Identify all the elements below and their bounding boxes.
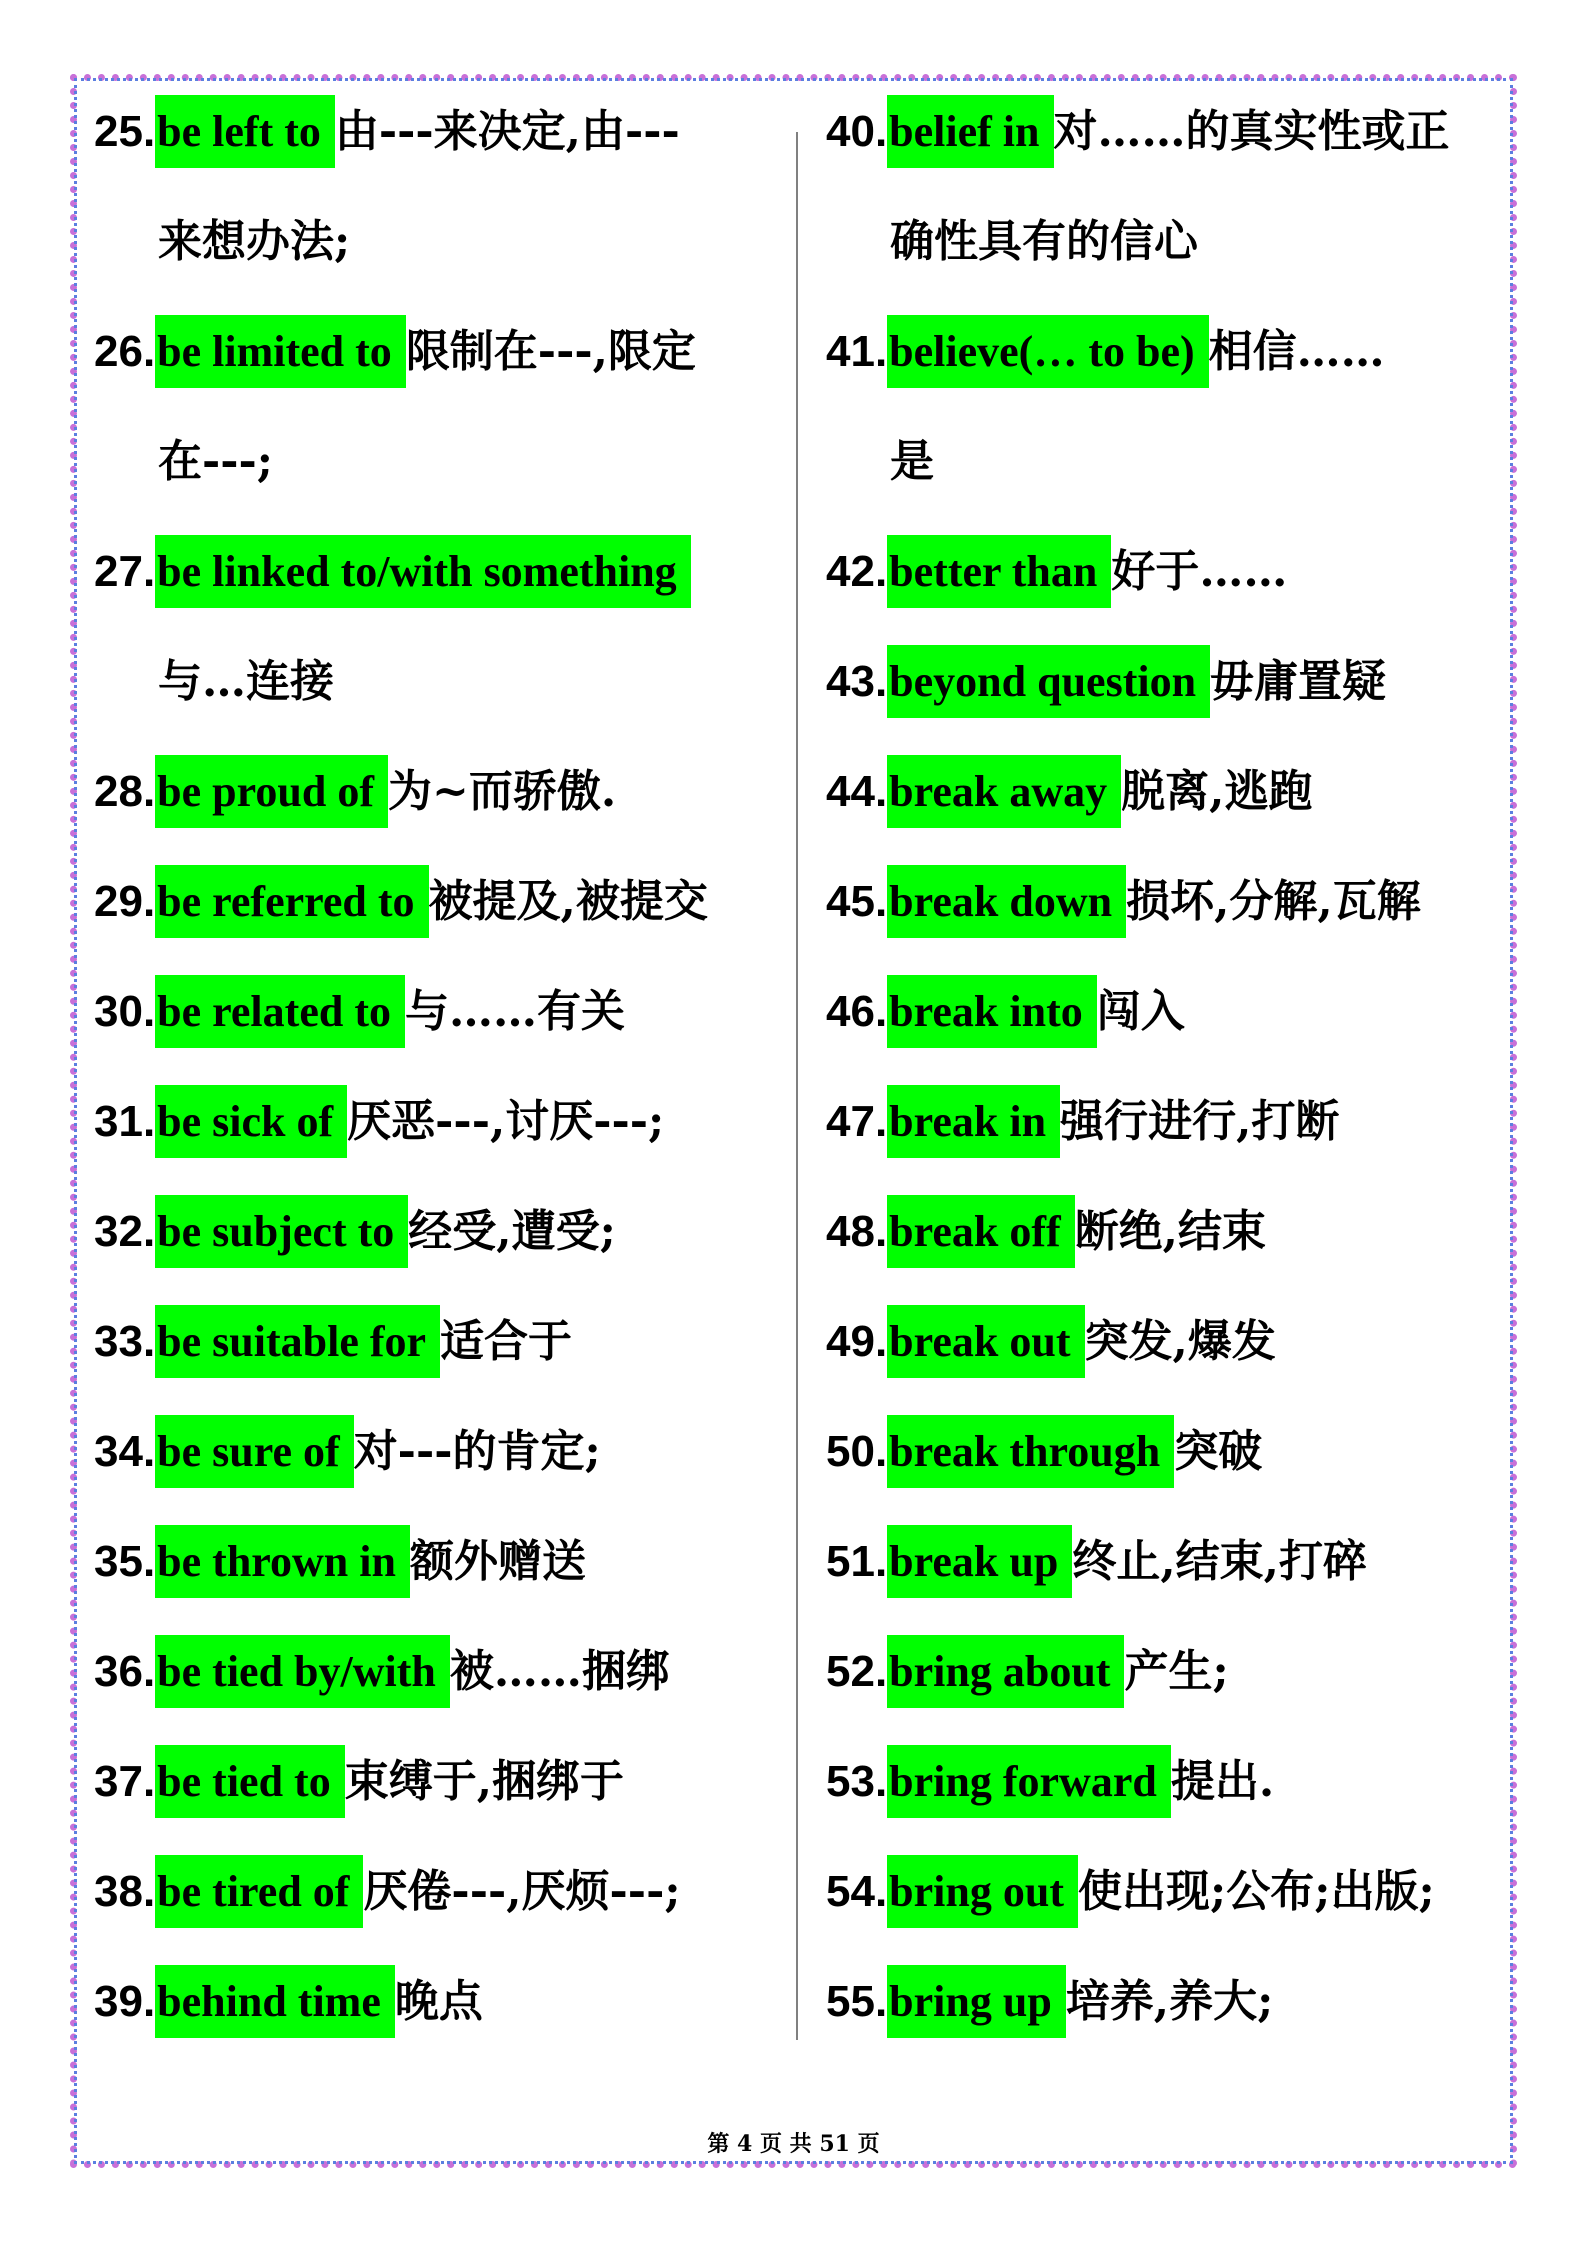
entry-term: be tied to bbox=[155, 1745, 345, 1818]
entry-term: break away bbox=[887, 755, 1121, 828]
entry-number: 37. bbox=[94, 1757, 156, 1806]
entry-meaning: 对---的肯定; bbox=[353, 1426, 601, 1477]
left-column bbox=[94, 92, 784, 2072]
entry-number: 45. bbox=[826, 877, 888, 926]
vocab-entry bbox=[826, 1192, 1506, 1302]
entry-meaning: 厌恶---,讨厌---; bbox=[347, 1096, 665, 1147]
entry-meaning: 终止,结束,打碎 bbox=[1072, 1536, 1367, 1587]
entry-number: 52. bbox=[826, 1647, 888, 1696]
entry-meaning: 束缚于,捆绑于 bbox=[344, 1756, 625, 1807]
entry-number: 46. bbox=[826, 987, 888, 1036]
entry-meaning: 对……的真实性或正 bbox=[1053, 106, 1450, 157]
vocab-entry bbox=[826, 532, 1506, 642]
entry-meaning: 为~而骄傲. bbox=[387, 766, 617, 817]
vocab-entry bbox=[94, 1852, 784, 1962]
entry-term: break up bbox=[887, 1525, 1072, 1598]
entry-number: 30. bbox=[94, 987, 156, 1036]
entry-term: break in bbox=[887, 1085, 1060, 1158]
entry-term: bring out bbox=[887, 1855, 1078, 1928]
entry-term: be related to bbox=[155, 975, 405, 1048]
entry-number: 51. bbox=[826, 1537, 888, 1586]
entry-term: be limited to bbox=[155, 315, 406, 388]
entry-term: bring up bbox=[887, 1965, 1066, 2038]
vocab-entry bbox=[94, 1522, 784, 1632]
entry-term: be sick of bbox=[155, 1085, 347, 1158]
entry-number: 32. bbox=[94, 1207, 156, 1256]
entry-meaning: 突发,爆发 bbox=[1084, 1316, 1276, 1367]
vocab-entry bbox=[94, 1082, 784, 1192]
entry-term: be subject to bbox=[155, 1195, 408, 1268]
vocab-entry bbox=[94, 1632, 784, 1742]
vocab-entry bbox=[94, 1742, 784, 1852]
entry-meaning: 断绝,结束 bbox=[1074, 1206, 1267, 1257]
entry-term: be sure of bbox=[155, 1415, 354, 1488]
entry-term: be tied by/with bbox=[155, 1635, 450, 1708]
entry-term: break through bbox=[887, 1415, 1174, 1488]
page-footer: 第 4 页 共 51 页 bbox=[707, 2131, 880, 2157]
vocab-entry bbox=[826, 92, 1506, 202]
entry-number: 44. bbox=[826, 767, 888, 816]
entry-number: 42. bbox=[826, 547, 888, 596]
vocab-entry bbox=[94, 532, 784, 642]
entry-number: 29. bbox=[94, 877, 156, 926]
entry-term: be linked to/with something bbox=[155, 535, 691, 608]
entry-meaning: 额外赠送 bbox=[409, 1536, 586, 1587]
entry-meaning: 被提及,被提交 bbox=[428, 876, 708, 927]
entry-meaning: 晚点 bbox=[394, 1976, 483, 2027]
entry-term: break out bbox=[887, 1305, 1084, 1378]
entry-number: 55. bbox=[826, 1977, 888, 2026]
entry-number: 47. bbox=[826, 1097, 888, 1146]
entry-number: 39. bbox=[94, 1977, 156, 2026]
entry-number: 38. bbox=[94, 1867, 156, 1916]
vocab-entry bbox=[94, 862, 784, 972]
entry-meaning: 毋庸置疑 bbox=[1210, 656, 1387, 707]
entry-meaning: 产生; bbox=[1124, 1646, 1229, 1697]
entry-meaning: 与……有关 bbox=[404, 986, 625, 1037]
entry-number: 50. bbox=[826, 1427, 888, 1476]
entry-number: 48. bbox=[826, 1207, 888, 1256]
vocab-entry bbox=[94, 972, 784, 1082]
vocab-entry bbox=[94, 92, 784, 202]
vocab-entry bbox=[94, 312, 784, 422]
vocab-entry bbox=[826, 1852, 1506, 1962]
right-column bbox=[826, 92, 1506, 2072]
entry-meaning: 经受,遭受; bbox=[408, 1206, 616, 1257]
vocab-entry bbox=[826, 1522, 1506, 1632]
entry-number: 33. bbox=[94, 1317, 156, 1366]
entry-meaning: 突破 bbox=[1174, 1426, 1263, 1477]
entry-meaning: 闯入 bbox=[1096, 986, 1185, 1037]
vocab-entry bbox=[826, 1412, 1506, 1522]
vocab-entry bbox=[94, 1192, 784, 1302]
entry-number: 34. bbox=[94, 1427, 156, 1476]
vocab-entry bbox=[826, 1082, 1506, 1192]
entry-term: be referred to bbox=[155, 865, 428, 938]
entry-term: be proud of bbox=[155, 755, 388, 828]
entry-term: believe(… to be) bbox=[887, 315, 1208, 388]
vocab-entry bbox=[826, 972, 1506, 1082]
entry-term: break off bbox=[887, 1195, 1075, 1268]
entry-term: be tired of bbox=[155, 1855, 363, 1928]
entry-term: behind time bbox=[155, 1965, 395, 2038]
entry-meaning: 相信…… bbox=[1208, 326, 1385, 377]
vocab-entry bbox=[826, 312, 1506, 422]
entry-meaning: 强行进行,打断 bbox=[1060, 1096, 1340, 1147]
column-divider bbox=[796, 132, 798, 2040]
vocab-entry bbox=[826, 642, 1506, 752]
entry-meaning-continued: 与…连接 bbox=[158, 656, 334, 707]
entry-meaning: 提出. bbox=[1170, 1756, 1275, 1807]
entry-number: 27. bbox=[94, 547, 156, 596]
entry-meaning: 好于…… bbox=[1111, 546, 1288, 597]
entry-meaning: 脱离,逃跑 bbox=[1121, 766, 1313, 817]
entry-meaning: 限制在---,限定 bbox=[405, 326, 696, 377]
entry-term: break into bbox=[887, 975, 1097, 1048]
entry-number: 41. bbox=[826, 327, 888, 376]
entry-term: beyond question bbox=[887, 645, 1210, 718]
entry-meaning-continued: 是 bbox=[890, 436, 934, 487]
vocab-entry bbox=[826, 862, 1506, 972]
entry-meaning: 培养,养大; bbox=[1065, 1976, 1274, 2027]
entry-number: 31. bbox=[94, 1097, 156, 1146]
entry-number: 43. bbox=[826, 657, 888, 706]
entry-meaning: 使出现;公布;出版; bbox=[1078, 1866, 1435, 1917]
entry-term: break down bbox=[887, 865, 1126, 938]
entry-number: 49. bbox=[826, 1317, 888, 1366]
vocab-entry bbox=[94, 752, 784, 862]
vocab-entry bbox=[94, 1302, 784, 1412]
entry-term: bring forward bbox=[887, 1745, 1171, 1818]
entry-number: 54. bbox=[826, 1867, 888, 1916]
entry-meaning-continued: 来想办法; bbox=[158, 216, 351, 267]
entry-meaning: 适合于 bbox=[440, 1316, 573, 1367]
entry-term: better than bbox=[887, 535, 1111, 608]
vocab-entry bbox=[94, 1412, 784, 1522]
entry-meaning: 损坏,分解,瓦解 bbox=[1126, 876, 1421, 927]
vocab-entry bbox=[826, 1742, 1506, 1852]
entry-meaning: 由---来决定,由--- bbox=[334, 106, 680, 157]
entry-term: be suitable for bbox=[155, 1305, 440, 1378]
vocab-entry bbox=[826, 1302, 1506, 1412]
entry-number: 36. bbox=[94, 1647, 156, 1696]
entry-meaning-continued: 确性具有的信心 bbox=[890, 216, 1198, 267]
entry-meaning-continued: 在---; bbox=[158, 436, 274, 487]
entry-number: 28. bbox=[94, 767, 156, 816]
entry-term: belief in bbox=[887, 95, 1053, 168]
entry-term: be thrown in bbox=[155, 1525, 410, 1598]
vocab-entry bbox=[826, 1962, 1506, 2072]
entry-number: 40. bbox=[826, 107, 888, 156]
vocab-entry bbox=[826, 752, 1506, 862]
entry-term: bring about bbox=[887, 1635, 1124, 1708]
entry-meaning: 厌倦---,厌烦---; bbox=[363, 1866, 681, 1917]
entry-number: 26. bbox=[94, 327, 156, 376]
vocab-entry bbox=[94, 1962, 784, 2072]
entry-number: 53. bbox=[826, 1757, 888, 1806]
entry-meaning: 被……捆绑 bbox=[449, 1646, 670, 1697]
entry-term: be left to bbox=[155, 95, 335, 168]
entry-number: 35. bbox=[94, 1537, 156, 1586]
vocab-entry bbox=[826, 1632, 1506, 1742]
entry-number: 25. bbox=[94, 107, 156, 156]
